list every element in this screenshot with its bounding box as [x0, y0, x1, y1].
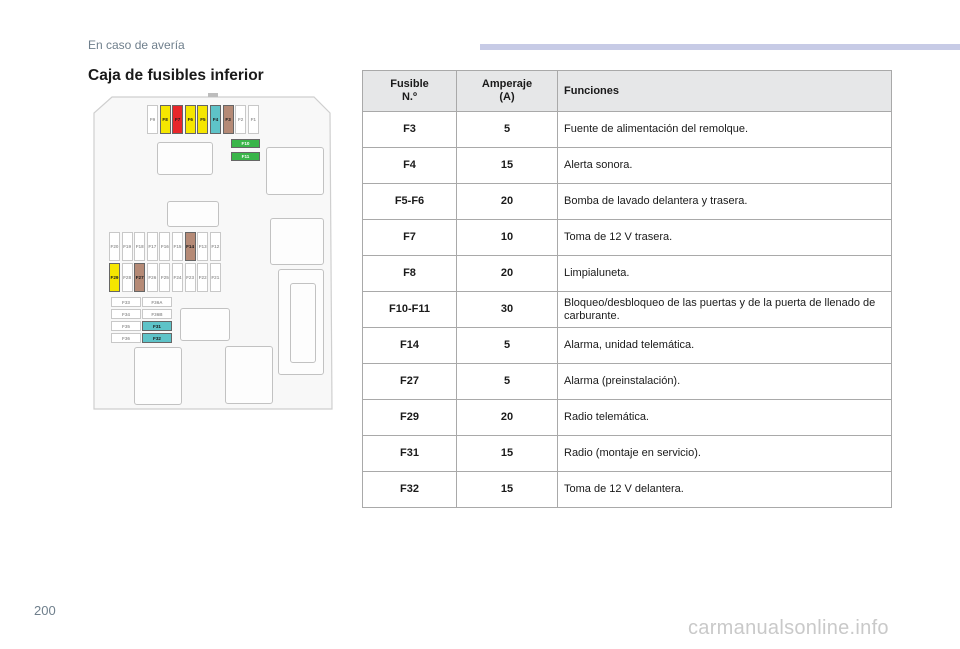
function-cell: Toma de 12 V trasera.: [558, 220, 892, 256]
table-row: [363, 436, 892, 472]
relay-box: [266, 147, 324, 195]
page-number: 200: [34, 603, 56, 618]
fuse-f20: F20: [109, 232, 120, 261]
fuse-cell: F32: [363, 472, 457, 508]
section-header: En caso de avería: [88, 38, 185, 52]
function-cell: Fuente de alimentación del remolque.: [558, 112, 892, 148]
table-row: [363, 364, 892, 400]
fuse-cell: F10-F11: [363, 292, 457, 328]
fuse-f36: F36: [111, 333, 141, 343]
header-fuse: Fusible N.º: [363, 71, 457, 112]
fuse-cell: F31: [363, 436, 457, 472]
fuse-f14: F14: [185, 232, 196, 261]
fuse-f7: F7: [172, 105, 183, 134]
amperage-cell: 15: [457, 472, 558, 508]
function-cell: Bomba de lavado delantera y trasera.: [558, 184, 892, 220]
fuse-f28: F28: [122, 263, 133, 292]
table-row: [363, 148, 892, 184]
fuse-f23: F23: [185, 263, 196, 292]
fuse-f17: F17: [147, 232, 158, 261]
amperage-cell: 15: [457, 148, 558, 184]
table-row: [363, 220, 892, 256]
fuse-cell: F4: [363, 148, 457, 184]
fuse-f22: F22: [197, 263, 208, 292]
relay-box: [180, 308, 230, 341]
fuse-f5: F5: [197, 105, 208, 134]
fuse-f29: F29: [109, 263, 120, 292]
table-row: [363, 328, 892, 364]
fuse-f36a: F36A: [142, 297, 172, 307]
page-title: Caja de fusibles inferior: [88, 67, 264, 84]
fuse-f27: F27: [134, 263, 145, 292]
fuse-f12: F12: [210, 232, 221, 261]
fuse-f31: F31: [142, 321, 172, 331]
fuse-f18: F18: [134, 232, 145, 261]
relay-box: [167, 201, 219, 227]
relay-box: [157, 142, 213, 175]
table-row: [363, 472, 892, 508]
function-cell: Radio (montaje en servicio).: [558, 436, 892, 472]
fuse-f25: F25: [159, 263, 170, 292]
function-cell: Alerta sonora.: [558, 148, 892, 184]
amperage-cell: 5: [457, 364, 558, 400]
fuse-cell: F14: [363, 328, 457, 364]
function-cell: Limpialuneta.: [558, 256, 892, 292]
fuse-f3: F3: [223, 105, 234, 134]
fuse-f34: F34: [111, 309, 141, 319]
fuse-cell: F8: [363, 256, 457, 292]
fuse-cell: F5-F6: [363, 184, 457, 220]
fuse-f11: F11: [231, 152, 260, 161]
fuse-cell: F27: [363, 364, 457, 400]
amperage-cell: 5: [457, 112, 558, 148]
fuse-f1: F1: [248, 105, 259, 134]
amperage-cell: 20: [457, 400, 558, 436]
fuse-table: [362, 70, 892, 508]
fuse-f16: F16: [159, 232, 170, 261]
function-cell: Bloqueo/desbloqueo de las puertas y de la puerta de llenado de carburante.: [558, 292, 892, 328]
table-row: [363, 112, 892, 148]
fuse-f9: F9: [147, 105, 158, 134]
fuse-cell: F3: [363, 112, 457, 148]
fuse-f35: F35: [111, 321, 141, 331]
relay-box: [270, 218, 324, 265]
function-cell: Toma de 12 V delantera.: [558, 472, 892, 508]
fuse-f21: F21: [210, 263, 221, 292]
fuse-cell: F7: [363, 220, 457, 256]
fuse-f19: F19: [122, 232, 133, 261]
fuse-f26: F26: [147, 263, 158, 292]
relay-box: [225, 346, 273, 404]
fuse-cell: F29: [363, 400, 457, 436]
fuse-f10: F10: [231, 139, 260, 148]
relay-box: [134, 347, 182, 405]
function-cell: Alarma, unidad telemática.: [558, 328, 892, 364]
amperage-cell: 5: [457, 328, 558, 364]
table-row: [363, 256, 892, 292]
fuse-f15: F15: [172, 232, 183, 261]
amperage-cell: 20: [457, 256, 558, 292]
amperage-cell: 30: [457, 292, 558, 328]
header-amperage: Amperaje (A): [457, 71, 558, 112]
function-cell: Radio telemática.: [558, 400, 892, 436]
fuse-f33: F33: [111, 297, 141, 307]
fuse-f2: F2: [235, 105, 246, 134]
fuse-f36b: F36B: [142, 309, 172, 319]
fuse-f8: F8: [160, 105, 171, 134]
fuse-f4: F4: [210, 105, 221, 134]
amperage-cell: 15: [457, 436, 558, 472]
header-bar: [480, 44, 960, 50]
watermark: carmanualsonline.info: [688, 617, 889, 639]
table-header-row: [363, 71, 892, 112]
fuse-f24: F24: [172, 263, 183, 292]
table-row: [363, 184, 892, 220]
fuse-f32: F32: [142, 333, 172, 343]
fuse-f13: F13: [197, 232, 208, 261]
fuse-f6: F6: [185, 105, 196, 134]
fuse-box-diagram: [92, 93, 334, 410]
amperage-cell: 20: [457, 184, 558, 220]
function-cell: Alarma (preinstalación).: [558, 364, 892, 400]
amperage-cell: 10: [457, 220, 558, 256]
header-functions: Funciones: [558, 71, 892, 112]
relay-box: [290, 283, 316, 363]
table-row: [363, 400, 892, 436]
table-row: [363, 292, 892, 328]
